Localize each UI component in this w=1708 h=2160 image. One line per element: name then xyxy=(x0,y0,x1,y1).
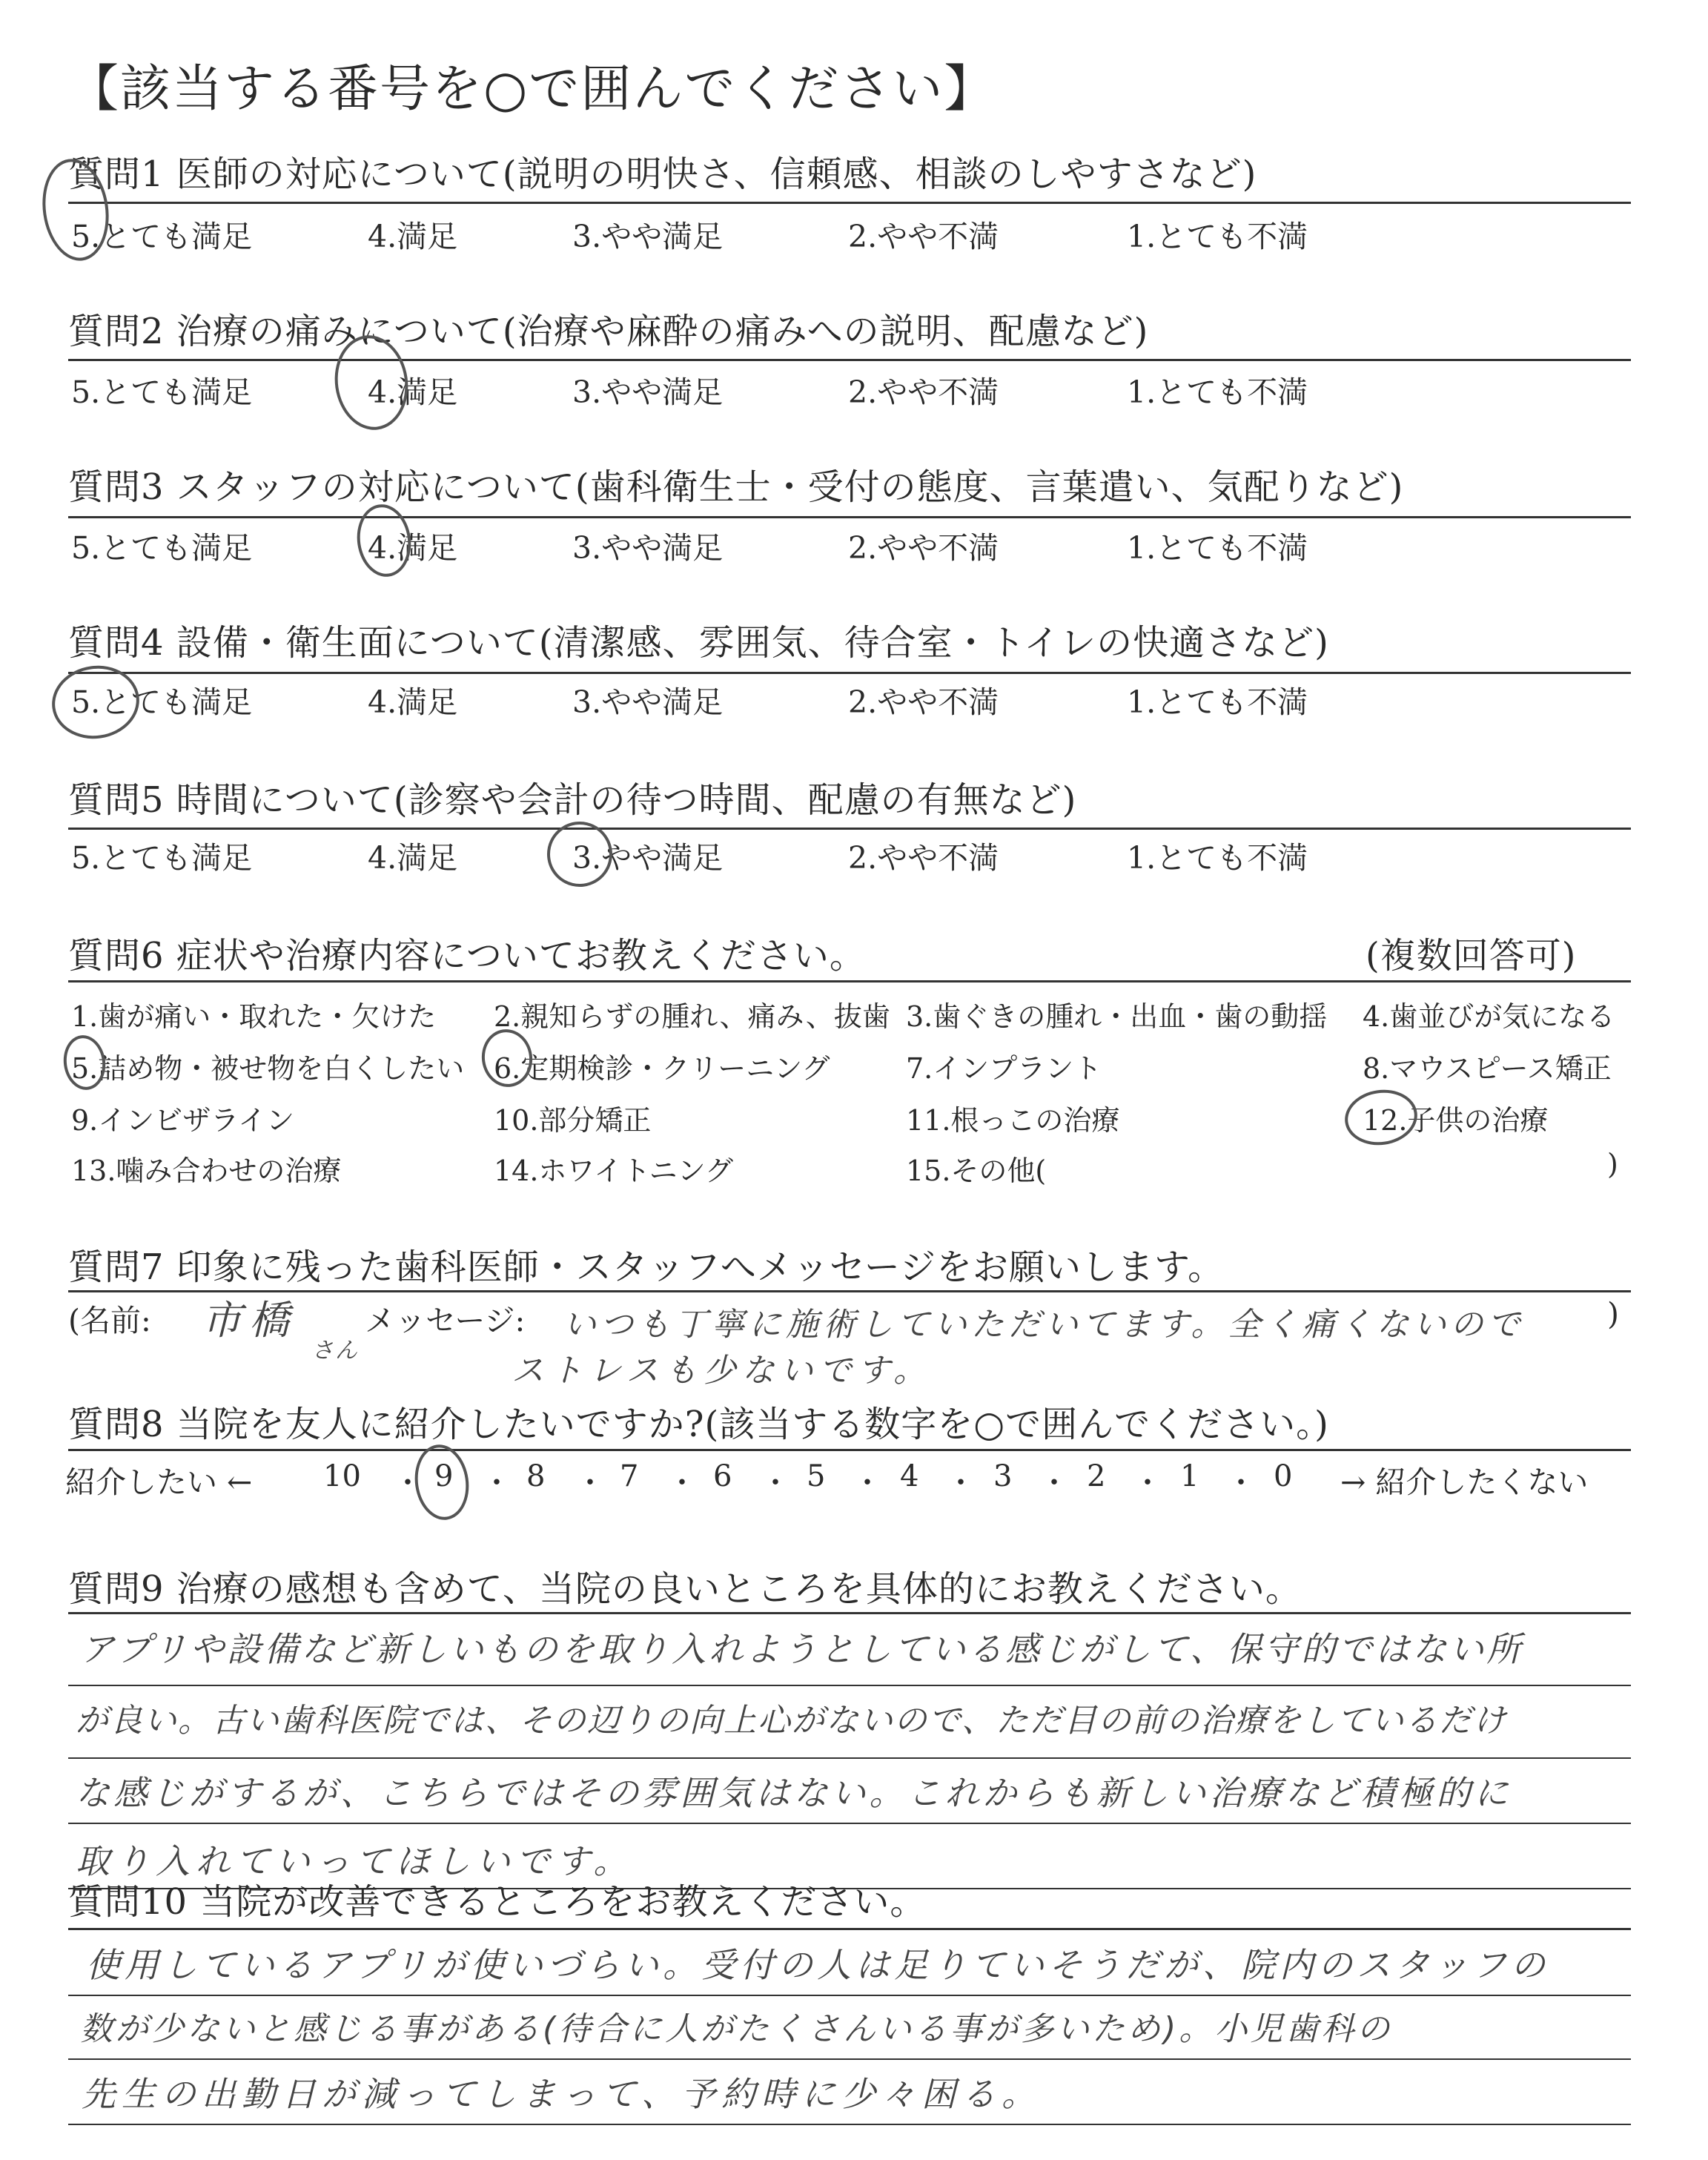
q10-answer-line-2[interactable]: 数が少ないと感じる事がある(待合に人がたくさんいる事が多いため)。小児歯科の xyxy=(80,2010,1393,2048)
question-6-title: 質問6 症状や治療内容についてお教えください。 xyxy=(68,935,866,977)
question-9-title: 質問9 治療の感想も含めて、当院の良いところを具体的にお教えください。 xyxy=(68,1568,1302,1610)
q8-scale-9[interactable]: 9 xyxy=(434,1459,454,1493)
q7-message-line-2[interactable]: ストレスも少ないです。 xyxy=(512,1352,933,1390)
q9-answer-line-3[interactable]: な感じがするが、こちらではその雰囲気はない。これからも新しい治療など積極的に xyxy=(76,1773,1512,1813)
q2-option-4[interactable]: 4.満足 xyxy=(368,374,458,410)
q6-item-15[interactable]: 15.その他( xyxy=(906,1155,1047,1187)
q8-scale-dot: ・ xyxy=(946,1466,976,1500)
q10-answer-line-3[interactable]: 先生の出勤日が減ってしまって、予約時に少々困る。 xyxy=(82,2074,1042,2114)
q10-answer-line-1[interactable]: 使用しているアプリが使いづらい。受付の人は足りていそうだが、院内のスタッフの xyxy=(86,1945,1550,1985)
q6-item-7[interactable]: 7.インプラント xyxy=(906,1052,1102,1085)
q6-item-11[interactable]: 11.根っこの治療 xyxy=(906,1104,1120,1137)
q3-option-2[interactable]: 2.やや不満 xyxy=(848,530,999,566)
q6-item-3[interactable]: 3.歯ぐきの腫れ・出血・歯の動揺 xyxy=(906,1000,1328,1033)
q6-item-13[interactable]: 13.噛み合わせの治療 xyxy=(71,1155,342,1187)
q6-item-8[interactable]: 8.マウスピース矯正 xyxy=(1363,1052,1612,1085)
question-1-title: 質問1 医師の対応について(説明の明快さ、信頼感、相談のしやすさなど) xyxy=(68,153,1257,195)
q7-name-suffix: さん xyxy=(311,1338,359,1364)
q8-scale-dot: ・ xyxy=(393,1466,423,1500)
q6-item-1[interactable]: 1.歯が痛い・取れた・欠けた xyxy=(71,1000,437,1033)
q8-scale-8[interactable]: 8 xyxy=(526,1459,546,1493)
question-6-note: (複数回答可) xyxy=(1366,935,1577,977)
question-2-title: 質問2 治療の痛みについて(治療や麻酔の痛みへの説明、配慮など) xyxy=(68,311,1149,352)
q5-option-1[interactable]: 1.とても不満 xyxy=(1127,840,1308,876)
q6-item-9[interactable]: 9.インビザライン xyxy=(71,1104,295,1137)
q4-option-1[interactable]: 1.とても不満 xyxy=(1127,684,1308,720)
q2-option-1[interactable]: 1.とても不満 xyxy=(1127,374,1308,410)
q7-name-label: (名前: xyxy=(68,1303,151,1338)
q8-scale-dot: ・ xyxy=(761,1466,790,1500)
q6-item-15-close: ) xyxy=(1607,1148,1618,1180)
q7-close-paren: ) xyxy=(1607,1296,1619,1332)
q4-option-4[interactable]: 4.満足 xyxy=(368,684,458,720)
q5-option-3[interactable]: 3.やや満足 xyxy=(572,840,724,876)
q8-scale-6[interactable]: 6 xyxy=(713,1459,732,1493)
q8-left-label: 紹介したい ← xyxy=(65,1464,253,1500)
q6-item-4[interactable]: 4.歯並びが気になる xyxy=(1363,1000,1615,1033)
question-4-title: 質問4 設備・衛生面について(清潔感、雰囲気、待合室・トイレの快適さなど) xyxy=(68,622,1329,664)
q8-scale-5[interactable]: 5 xyxy=(807,1459,826,1493)
q9-answer-line-4[interactable]: 取り入れていってほしいです。 xyxy=(76,1841,634,1881)
q3-option-5[interactable]: 5.とても満足 xyxy=(71,530,253,566)
q8-selection-circle xyxy=(410,1441,473,1523)
q5-option-2[interactable]: 2.やや不満 xyxy=(848,840,999,876)
q3-option-3[interactable]: 3.やや満足 xyxy=(572,530,724,566)
q8-right-label: → 紹介したくない xyxy=(1340,1464,1589,1500)
q8-scale-dot: ・ xyxy=(667,1466,697,1500)
q8-scale-dot: ・ xyxy=(482,1466,512,1500)
q4-option-3[interactable]: 3.やや満足 xyxy=(572,684,724,720)
q8-scale-3[interactable]: 3 xyxy=(993,1459,1013,1493)
q1-option-2[interactable]: 2.やや不満 xyxy=(848,219,999,254)
q6-item-6[interactable]: 6.定期検診・クリーニング xyxy=(494,1052,830,1085)
q8-scale-10[interactable]: 10 xyxy=(323,1459,361,1493)
q8-scale-0[interactable]: 0 xyxy=(1274,1459,1293,1493)
q8-scale-dot: ・ xyxy=(853,1466,882,1500)
q8-scale-dot: ・ xyxy=(1226,1466,1256,1500)
question-10-title: 質問10 当院が改善できるところをお教えください。 xyxy=(68,1881,927,1923)
q3-option-4[interactable]: 4.満足 xyxy=(368,530,458,566)
q4-option-2[interactable]: 2.やや不満 xyxy=(848,684,999,720)
q1-option-5[interactable]: 5.とても満足 xyxy=(71,219,253,254)
q8-scale-7[interactable]: 7 xyxy=(620,1459,639,1493)
q2-option-5[interactable]: 5.とても満足 xyxy=(71,374,253,410)
q8-scale-dot: ・ xyxy=(575,1466,605,1500)
q7-message-line-1[interactable]: いつも丁寧に施術していただいてます。全く痛くないので xyxy=(563,1306,1525,1344)
q6-selection-circle-12 xyxy=(1341,1086,1420,1150)
question-7-title: 質問7 印象に残った歯科医師・スタッフへメッセージをお願いします。 xyxy=(68,1246,1225,1288)
q2-option-3[interactable]: 3.やや満足 xyxy=(572,374,724,410)
q2-option-2[interactable]: 2.やや不満 xyxy=(848,374,999,410)
question-3-title: 質問3 スタッフの対応について(歯科衛生士・受付の態度、言葉遣い、気配りなど) xyxy=(68,466,1404,508)
q6-item-2[interactable]: 2.親知らずの腫れ、痛み、抜歯 xyxy=(494,1000,890,1033)
q1-option-3[interactable]: 3.やや満足 xyxy=(572,219,724,254)
q5-option-4[interactable]: 4.満足 xyxy=(368,840,458,876)
q8-scale-dot: ・ xyxy=(1133,1466,1162,1500)
q3-selection-circle xyxy=(353,501,416,580)
q7-message-label: メッセージ: xyxy=(365,1303,526,1338)
q9-answer-line-2[interactable]: が良い。古い歯科医院では、その辺りの向上心がないので、ただ目の前の治療をしているだけ xyxy=(76,1702,1508,1740)
q3-option-1[interactable]: 1.とても不満 xyxy=(1127,530,1308,566)
q6-item-12[interactable]: 12.子供の治療 xyxy=(1363,1104,1549,1137)
q9-answer-line-1[interactable]: アプリや設備など新しいものを取り入れようとしている感じがして、保守的ではない所 xyxy=(80,1629,1524,1669)
q6-item-10[interactable]: 10.部分矯正 xyxy=(494,1104,652,1137)
q6-item-14[interactable]: 14.ホワイトニング xyxy=(494,1155,734,1187)
question-5-title: 質問5 時間について(診察や会計の待つ時間、配慮の有無など) xyxy=(68,779,1077,821)
q5-option-5[interactable]: 5.とても満足 xyxy=(71,840,253,876)
page-title: 【該当する番号を○で囲んでください】 xyxy=(68,60,996,119)
q8-scale-dot: ・ xyxy=(1039,1466,1069,1500)
q7-name-value[interactable]: 市橋 xyxy=(202,1297,297,1344)
q8-scale-1[interactable]: 1 xyxy=(1180,1459,1199,1493)
q8-scale-4[interactable]: 4 xyxy=(900,1459,919,1493)
q1-option-1[interactable]: 1.とても不満 xyxy=(1127,219,1308,254)
q4-option-5[interactable]: 5.とても満足 xyxy=(71,684,253,720)
q1-option-4[interactable]: 4.満足 xyxy=(368,219,458,254)
q8-scale-2[interactable]: 2 xyxy=(1087,1459,1106,1493)
question-8-title: 質問8 当院を友人に紹介したいですか?(該当する数字を○で囲んでください。) xyxy=(68,1404,1329,1445)
q6-item-5[interactable]: 5.詰め物・被せ物を白くしたい xyxy=(71,1052,465,1085)
